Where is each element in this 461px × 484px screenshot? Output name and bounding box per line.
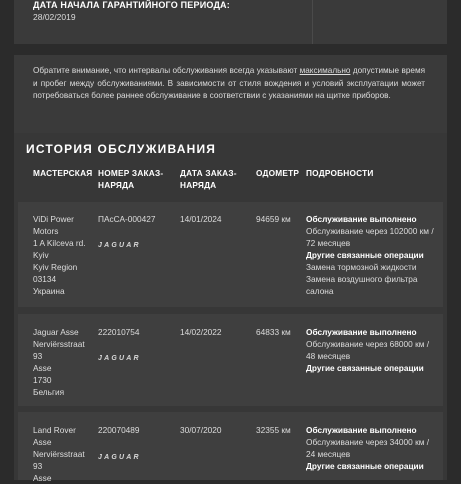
section-title: ИСТОРИЯ ОБСЛУЖИВАНИЯ xyxy=(26,142,217,156)
service-status: Обслуживание выполнено xyxy=(306,425,417,435)
notice-text: Обратите внимание, что интервалы обслуживания всегда указывают максимально допустимые время и пробег между обслуживаниями. В зависимости от стиля вождения и условий эксплуатации может потребоваться более раннее обслуживание в соответствии с указаниями на щитке приборов. xyxy=(33,66,426,100)
service-interval: Обслуживание через 68000 км / 48 месяцев xyxy=(306,339,430,361)
warranty-start-label: ДАТА НАЧАЛА ГАРАНТИЙНОГО ПЕРИОДА: xyxy=(33,0,230,10)
header-workshop: МАСТЕРСКАЯ xyxy=(33,168,93,178)
related-operations-title: Другие связанные операции xyxy=(306,363,424,373)
notice-emphasis-link[interactable]: максимально xyxy=(299,66,351,75)
service-details xyxy=(306,424,438,472)
jaguar-logo-icon: JAGUAR xyxy=(98,454,141,461)
odometer-value: 94659 км xyxy=(256,214,291,224)
card-divider xyxy=(312,0,313,44)
order-date: 14/02/2022 xyxy=(180,327,222,337)
related-operations-title: Другие связанные операции xyxy=(306,250,424,260)
related-operation: Замена воздушного фильтра салона xyxy=(306,274,418,296)
header-details: ПОДРОБНОСТИ xyxy=(306,168,374,178)
table-row xyxy=(18,412,443,483)
workshop-address: Land Rover Asse Nerviërsstraat 93 Asse xyxy=(33,425,85,483)
service-status: Обслуживание выполнено xyxy=(306,327,417,337)
service-details xyxy=(306,213,438,297)
service-status: Обслуживание выполнено xyxy=(306,214,417,224)
related-operation: Замена тормозной жидкости xyxy=(306,262,417,272)
order-number: 222010754 xyxy=(98,327,140,337)
service-interval-notice xyxy=(14,55,447,133)
order-date: 14/01/2024 xyxy=(180,214,222,224)
header-order-number: НОМЕР ЗАКАЗ-НАРЯДА xyxy=(98,168,164,190)
order-date: 30/07/2020 xyxy=(180,425,222,435)
order-number: 220070489 xyxy=(98,425,140,435)
service-interval: Обслуживание через 34000 км / 24 месяцев xyxy=(306,437,430,459)
service-interval: Обслуживание через 102000 км / 72 месяцев xyxy=(306,226,434,248)
table-row xyxy=(18,314,443,406)
odometer-value: 32355 км xyxy=(256,425,291,435)
table-row xyxy=(18,202,443,307)
header-odometer: ОДОМЕТР xyxy=(256,168,300,178)
service-history-section xyxy=(14,133,447,483)
workshop-address: Jaguar Asse Nerviërsstraat 93 Asse 1730 Бельгия xyxy=(33,327,85,397)
order-number: ПАсСА-000427 xyxy=(98,214,156,224)
related-operations-title: Другие связанные операции xyxy=(306,461,424,471)
workshop-address: ViDi Power Motors 1 A Kilceva rd. Kyiv Kyiv Region 03134 Украина xyxy=(33,214,86,296)
jaguar-logo-icon: JAGUAR xyxy=(98,242,141,249)
odometer-value: 64833 км xyxy=(256,327,291,337)
jaguar-logo-icon: JAGUAR xyxy=(98,355,141,362)
table-header xyxy=(14,167,447,195)
service-details xyxy=(306,326,438,374)
warranty-card xyxy=(14,0,447,44)
header-order-date: ДАТА ЗАКАЗ-НАРЯДА xyxy=(180,168,237,190)
warranty-start-date: 28/02/2019 xyxy=(33,12,76,22)
